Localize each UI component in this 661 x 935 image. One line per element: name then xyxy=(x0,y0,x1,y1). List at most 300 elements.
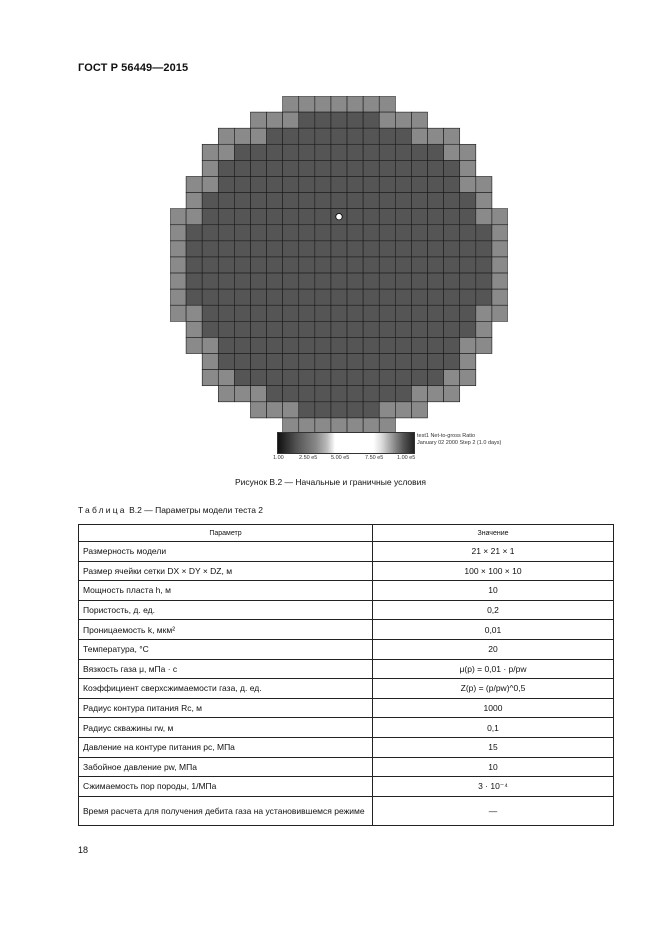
grid-cell xyxy=(250,209,266,225)
grid-cell xyxy=(460,193,476,209)
grid-cell xyxy=(460,225,476,241)
grid-cell xyxy=(476,209,492,225)
grid-cell xyxy=(428,257,444,273)
grid-cell xyxy=(363,225,379,241)
grid-cell xyxy=(202,321,218,337)
grid-cell xyxy=(460,337,476,353)
grid-cell xyxy=(283,225,299,241)
column-header-value: Значение xyxy=(373,525,614,542)
table-row xyxy=(79,757,614,777)
grid-cell xyxy=(234,209,250,225)
grid-cell xyxy=(331,96,347,112)
grid-cell xyxy=(379,128,395,144)
value-cell: 21 × 21 × 1 xyxy=(373,542,614,562)
grid-cell xyxy=(444,225,460,241)
grid-cell xyxy=(315,370,331,386)
grid-cell xyxy=(347,225,363,241)
grid-cell xyxy=(299,241,315,257)
grid-cell xyxy=(363,386,379,402)
grid-cell xyxy=(411,289,427,305)
grid-cell xyxy=(395,176,411,192)
grid-cell xyxy=(411,337,427,353)
table-caption xyxy=(78,505,263,515)
grid-cell xyxy=(444,176,460,192)
grid-cell xyxy=(476,337,492,353)
grid-cell xyxy=(202,160,218,176)
grid-cell xyxy=(395,402,411,418)
grid-cell xyxy=(315,128,331,144)
parameter-cell: Время расчета для получения дебита газа на установившемся режиме xyxy=(79,796,373,825)
grid-cell xyxy=(267,402,283,418)
grid-cell xyxy=(267,225,283,241)
value-cell: Z(p) = (p/pw)^0,5 xyxy=(373,679,614,699)
value-cell: 15 xyxy=(373,737,614,757)
parameter-cell: Радиус контура питания Rc, м xyxy=(79,698,373,718)
document-header: ГОСТ Р 56449—2015 xyxy=(78,62,189,74)
grid-cell xyxy=(202,241,218,257)
grid-cell xyxy=(186,273,202,289)
legend-tick: 2.50 e5 xyxy=(299,455,318,461)
grid-cell xyxy=(395,370,411,386)
grid-cell xyxy=(267,273,283,289)
grid-cell xyxy=(363,337,379,353)
grid-cell xyxy=(234,225,250,241)
value-cell: μ(p) = 0,01 · p/pw xyxy=(373,659,614,679)
grid-cell xyxy=(363,96,379,112)
grid-cell xyxy=(283,386,299,402)
grid-cell xyxy=(395,193,411,209)
grid-cell xyxy=(234,289,250,305)
grid-cell xyxy=(395,144,411,160)
grid-cell xyxy=(428,305,444,321)
value-cell: 10 xyxy=(373,581,614,601)
grid-cell xyxy=(379,321,395,337)
grid-cell xyxy=(476,241,492,257)
parameter-cell: Давление на контуре питания pc, МПа xyxy=(79,737,373,757)
grid-cell xyxy=(267,160,283,176)
grid-cell xyxy=(428,128,444,144)
grid-cell xyxy=(218,386,234,402)
grid-cell xyxy=(460,321,476,337)
well-marker xyxy=(336,214,342,220)
table-row xyxy=(79,796,614,825)
grid-cell xyxy=(299,321,315,337)
parameters-table xyxy=(78,524,614,826)
grid-cell xyxy=(202,370,218,386)
grid-cell xyxy=(460,257,476,273)
grid-cell xyxy=(234,144,250,160)
grid-cell xyxy=(411,241,427,257)
grid-cell xyxy=(234,386,250,402)
grid-cell xyxy=(170,209,186,225)
grid-cell xyxy=(363,128,379,144)
grid-cell xyxy=(315,176,331,192)
table-row xyxy=(79,620,614,640)
grid-cell xyxy=(331,128,347,144)
grid-cell xyxy=(379,241,395,257)
grid-cell xyxy=(250,112,266,128)
grid-cell xyxy=(283,273,299,289)
grid-cell xyxy=(283,176,299,192)
grid-cell xyxy=(428,176,444,192)
grid-cell xyxy=(395,289,411,305)
grid-cell xyxy=(267,386,283,402)
grid-cell xyxy=(411,354,427,370)
grid-cell xyxy=(267,370,283,386)
grid-cell xyxy=(234,193,250,209)
grid-cell xyxy=(299,370,315,386)
grid-cell xyxy=(428,337,444,353)
color-legend xyxy=(273,432,537,466)
grid-cell xyxy=(460,273,476,289)
parameter-cell: Коэффициент сверхсжимаемости газа, д. ед. xyxy=(79,679,373,699)
grid-cell xyxy=(411,257,427,273)
grid-cell xyxy=(347,241,363,257)
grid-cell xyxy=(202,305,218,321)
grid-cell xyxy=(170,257,186,273)
grid-cell xyxy=(492,225,508,241)
parameter-cell: Температура, °С xyxy=(79,639,373,659)
grid-cell xyxy=(315,209,331,225)
grid-cell xyxy=(299,354,315,370)
grid-cell xyxy=(363,289,379,305)
grid-cell xyxy=(395,305,411,321)
grid-cell xyxy=(250,337,266,353)
grid-cell xyxy=(379,160,395,176)
table-row xyxy=(79,777,614,797)
grid-cell xyxy=(250,144,266,160)
grid-cell xyxy=(331,305,347,321)
grid-cell xyxy=(299,112,315,128)
grid-cell xyxy=(250,305,266,321)
grid-cell xyxy=(347,370,363,386)
grid-cell xyxy=(347,193,363,209)
grid-cell xyxy=(395,128,411,144)
value-cell: 0,01 xyxy=(373,620,614,640)
grid-cell xyxy=(283,321,299,337)
grid-cell xyxy=(492,209,508,225)
grid-cell xyxy=(218,257,234,273)
grid-cell xyxy=(170,289,186,305)
grid-cell xyxy=(492,273,508,289)
grid-cell xyxy=(250,289,266,305)
value-cell: 10 xyxy=(373,757,614,777)
grid-cell xyxy=(267,305,283,321)
grid-cell xyxy=(234,337,250,353)
grid-cell xyxy=(476,273,492,289)
grid-cell xyxy=(411,370,427,386)
grid-cell xyxy=(428,209,444,225)
grid-cell xyxy=(444,128,460,144)
grid-cell xyxy=(347,176,363,192)
parameter-cell: Проницаемость k, мкм² xyxy=(79,620,373,640)
grid-cell xyxy=(347,273,363,289)
legend-tick: 7.50 e5 xyxy=(365,455,384,461)
grid-cell xyxy=(331,273,347,289)
grid-cell xyxy=(347,402,363,418)
grid-cell xyxy=(250,160,266,176)
grid-cell xyxy=(202,289,218,305)
grid-cell xyxy=(444,241,460,257)
grid-cell xyxy=(315,337,331,353)
grid-cell xyxy=(347,386,363,402)
grid-cell xyxy=(218,225,234,241)
grid-cell xyxy=(186,225,202,241)
grid-cell xyxy=(299,386,315,402)
parameter-cell: Радиус скважины rw, м xyxy=(79,718,373,738)
grid-cell xyxy=(411,193,427,209)
grid-cell xyxy=(315,354,331,370)
grid-cell xyxy=(283,193,299,209)
grid-cell xyxy=(283,112,299,128)
grid-cell xyxy=(411,402,427,418)
grid-cell xyxy=(476,289,492,305)
table-row xyxy=(79,639,614,659)
grid-cell xyxy=(395,273,411,289)
parameter-cell: Размерность модели xyxy=(79,542,373,562)
grid-cell xyxy=(315,193,331,209)
grid-cell xyxy=(363,112,379,128)
grid-cell xyxy=(395,112,411,128)
grid-cell xyxy=(363,160,379,176)
grid-cell xyxy=(267,128,283,144)
grid-cell xyxy=(283,144,299,160)
grid-cell xyxy=(299,273,315,289)
grid-cell xyxy=(363,209,379,225)
grid-cell xyxy=(283,354,299,370)
value-cell: 3 · 10⁻⁴ xyxy=(373,777,614,797)
legend-line1: test1 Net-to-gross Ratio xyxy=(417,433,476,439)
grid-cell xyxy=(379,225,395,241)
grid-cell xyxy=(250,257,266,273)
grid-cell xyxy=(363,241,379,257)
grid-cell xyxy=(331,112,347,128)
grid-cell xyxy=(186,176,202,192)
grid-cell xyxy=(347,160,363,176)
grid-cell xyxy=(428,386,444,402)
grid-cell xyxy=(234,176,250,192)
grid-cell xyxy=(170,305,186,321)
grid-cell xyxy=(218,241,234,257)
simulation-grid xyxy=(170,96,508,434)
grid-cell xyxy=(283,257,299,273)
grid-cell xyxy=(202,337,218,353)
grid-cell xyxy=(363,144,379,160)
grid-cell xyxy=(250,241,266,257)
grid-cell xyxy=(460,176,476,192)
grid-cell xyxy=(267,354,283,370)
grid-cell xyxy=(299,128,315,144)
value-cell: 0,1 xyxy=(373,718,614,738)
value-cell: — xyxy=(373,796,614,825)
grid-cell xyxy=(315,225,331,241)
table-caption-prefix: Таблица xyxy=(78,505,127,515)
legend-meta xyxy=(417,433,501,446)
grid-cell xyxy=(331,144,347,160)
grid-cell xyxy=(299,193,315,209)
grid-cell xyxy=(234,321,250,337)
grid-cell xyxy=(267,289,283,305)
grid-cell xyxy=(170,225,186,241)
grid-cell xyxy=(299,144,315,160)
grid-cell xyxy=(460,305,476,321)
grid-cell xyxy=(170,241,186,257)
grid-cell xyxy=(379,257,395,273)
grid-cell xyxy=(476,321,492,337)
grid-cell xyxy=(395,354,411,370)
grid-cell xyxy=(267,241,283,257)
grid-cell xyxy=(460,209,476,225)
grid-cell xyxy=(267,144,283,160)
grid-cell xyxy=(428,289,444,305)
table-row xyxy=(79,542,614,562)
grid-cell xyxy=(267,112,283,128)
grid-cell xyxy=(363,354,379,370)
grid-cell xyxy=(347,321,363,337)
grid-cell xyxy=(283,337,299,353)
table-row xyxy=(79,561,614,581)
grid-cell xyxy=(363,305,379,321)
grid-cell xyxy=(331,257,347,273)
grid-cell xyxy=(202,193,218,209)
grid-cell xyxy=(411,305,427,321)
grid-cell xyxy=(283,370,299,386)
grid-cell xyxy=(218,354,234,370)
grid-cell xyxy=(331,289,347,305)
grid-cell xyxy=(460,289,476,305)
grid-cell xyxy=(283,402,299,418)
grid-cell xyxy=(299,257,315,273)
grid-cell xyxy=(492,257,508,273)
table-row xyxy=(79,718,614,738)
grid-cell xyxy=(170,273,186,289)
grid-cell xyxy=(234,354,250,370)
grid-cell xyxy=(202,176,218,192)
grid-cell xyxy=(492,241,508,257)
figure-caption: Рисунок В.2 — Начальные и граничные условия xyxy=(235,477,426,487)
grid-cell xyxy=(186,257,202,273)
value-cell: 1000 xyxy=(373,698,614,718)
grid-cell xyxy=(379,289,395,305)
grid-cell xyxy=(444,305,460,321)
grid-cell xyxy=(299,209,315,225)
grid-cell xyxy=(267,176,283,192)
grid-cell xyxy=(267,337,283,353)
grid-cell xyxy=(363,370,379,386)
grid-cell xyxy=(476,193,492,209)
grid-cell xyxy=(476,305,492,321)
grid-cell xyxy=(299,337,315,353)
grid-cell xyxy=(315,112,331,128)
grid-cell xyxy=(411,112,427,128)
grid-cell xyxy=(363,257,379,273)
grid-cell xyxy=(315,160,331,176)
grid-cell xyxy=(250,128,266,144)
grid-cell xyxy=(218,273,234,289)
legend-line2: January 02 2000 Step 2 (1.0 days) xyxy=(417,439,502,446)
grid-cell xyxy=(267,257,283,273)
grid-cell xyxy=(283,128,299,144)
grid-cell xyxy=(218,160,234,176)
grid-cell xyxy=(428,193,444,209)
table-row xyxy=(79,600,614,620)
grid-cell xyxy=(444,370,460,386)
grid-cell xyxy=(444,209,460,225)
legend-tick: 5.00 e5 xyxy=(331,455,350,461)
grid-cell xyxy=(411,321,427,337)
grid-cell xyxy=(379,386,395,402)
legend-tick: 1.00 e5 xyxy=(397,455,416,461)
grid-cell xyxy=(299,305,315,321)
grid-cell xyxy=(331,241,347,257)
grid-cell xyxy=(218,305,234,321)
grid-cell xyxy=(315,96,331,112)
grid-cell xyxy=(250,321,266,337)
grid-cell xyxy=(476,257,492,273)
grid-cell xyxy=(218,176,234,192)
table-row xyxy=(79,659,614,679)
grid-cell xyxy=(218,370,234,386)
grid-cell xyxy=(444,354,460,370)
grid-cell xyxy=(363,402,379,418)
grid-cell xyxy=(250,193,266,209)
grid-cell xyxy=(250,370,266,386)
grid-cell xyxy=(250,176,266,192)
grid-cell xyxy=(379,370,395,386)
grid-cell xyxy=(299,225,315,241)
table-row xyxy=(79,698,614,718)
grid-cell xyxy=(395,257,411,273)
page-number: 18 xyxy=(78,845,89,855)
grid-cell xyxy=(186,305,202,321)
grid-cell xyxy=(186,321,202,337)
grid-cell xyxy=(379,337,395,353)
grid-cell xyxy=(379,193,395,209)
grid-cell xyxy=(331,402,347,418)
grid-cell xyxy=(315,241,331,257)
grid-cell xyxy=(331,337,347,353)
value-cell: 100 × 100 × 10 xyxy=(373,561,614,581)
grid-cell xyxy=(379,112,395,128)
grid-cell xyxy=(363,321,379,337)
grid-cell xyxy=(411,144,427,160)
grid-cell xyxy=(492,289,508,305)
legend-colorbar xyxy=(277,432,415,454)
grid-cell xyxy=(218,144,234,160)
grid-cell xyxy=(411,128,427,144)
table-caption-text: В.2 — Параметры модели теста 2 xyxy=(129,505,264,515)
grid-cell xyxy=(444,257,460,273)
grid-cell xyxy=(379,144,395,160)
grid-cell xyxy=(250,354,266,370)
grid-cell xyxy=(250,225,266,241)
grid-cell xyxy=(283,96,299,112)
grid-cell xyxy=(379,305,395,321)
grid-cell xyxy=(331,176,347,192)
grid-cell xyxy=(331,354,347,370)
grid-cell xyxy=(347,257,363,273)
grid-cell xyxy=(395,209,411,225)
grid-cell xyxy=(444,160,460,176)
parameter-cell: Сжимаемость пор породы, 1/МПа xyxy=(79,777,373,797)
grid-cell xyxy=(411,160,427,176)
grid-cell xyxy=(476,176,492,192)
grid-cell xyxy=(444,289,460,305)
grid-cell xyxy=(283,289,299,305)
grid-cell xyxy=(186,289,202,305)
grid-cell xyxy=(315,386,331,402)
grid-cell xyxy=(267,321,283,337)
